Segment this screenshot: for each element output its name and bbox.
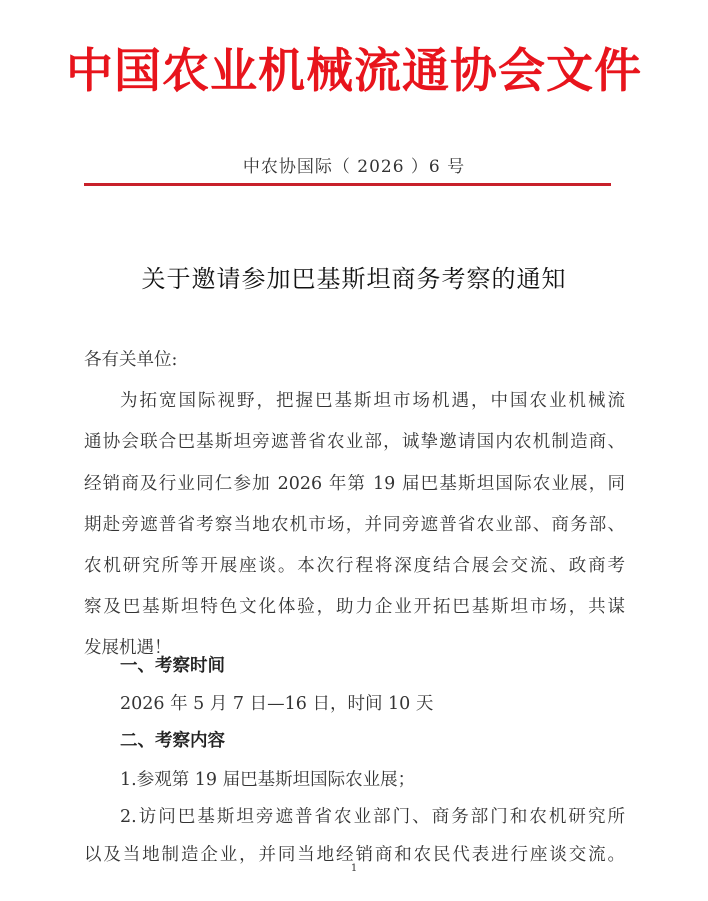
document-header-title: 中国农业机械流通协会文件 [66,44,642,99]
notice-title: 关于邀请参加巴基斯坦商务考察的通知 [141,265,567,293]
intro-line: 察及巴基斯坦特色文化体验，助力企业开拓巴基斯坦市场，共谋 [84,597,625,617]
section-line: 2.访问巴基斯坦旁遮普省农业部门、商务部门和农机研究所 [120,807,625,827]
intro-line: 农机研究所等开展座谈。本次行程将深度结合展会交流、政商考 [84,556,625,576]
page-number: 1 [350,863,358,874]
section-line: 1.参观第 19 届巴基斯坦国际农业展； [120,770,416,790]
intro-line: 期赴旁遮普省考察当地农机市场，并同旁遮普省农业部、商务部、 [84,515,625,535]
salutation: 各有关单位: [84,350,178,370]
section-line: 2026 年 5 月 7 日—16 日，时间 10 天 [120,694,434,714]
document-number: 中农协国际（ 2026 ）6 号 [242,157,466,177]
intro-line: 发展机遇！ [84,638,172,658]
intro-line: 通协会联合巴基斯坦旁遮普省农业部，诚挚邀请国内农机制造商、 [84,432,625,452]
red-divider-line [84,183,611,186]
intro-line: 为拓宽国际视野，把握巴基斯坦市场机遇，中国农业机械流 [120,391,625,411]
section-line: 以及当地制造企业，并同当地经销商和农民代表进行座谈交流。 [84,845,625,865]
section-heading-content: 二、考察内容 [120,731,225,751]
section-heading-time: 一、考察时间 [120,656,225,676]
intro-line: 经销商及行业同仁参加 2026 年第 19 届巴基斯坦国际农业展，同 [84,474,625,494]
